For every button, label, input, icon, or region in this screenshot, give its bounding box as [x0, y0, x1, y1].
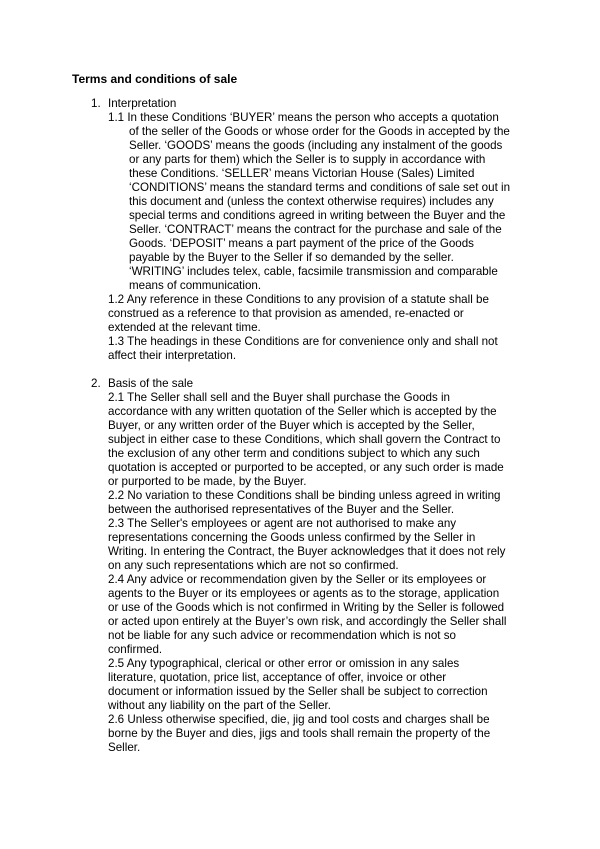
- paragraph-line: construed as a reference to that provision as amended, re-enacted or: [108, 307, 464, 320]
- paragraph-line: these Conditions. ‘SELLER’ means Victorian House (Sales) Limited: [129, 167, 475, 180]
- paragraph-line: or use of the Goods which is not confirmed in Writing by the Seller is followed: [108, 601, 505, 614]
- paragraph-line: confirmed.: [108, 643, 163, 656]
- paragraph-line: document or information issued by the Seller shall be subject to correction: [108, 685, 488, 698]
- paragraph-line: Goods. ‘DEPOSIT’ means a part payment of the price of the Goods: [129, 237, 474, 250]
- paragraph-line: Seller.: [108, 741, 141, 754]
- paragraph-line: extended at the relevant time.: [108, 321, 261, 334]
- paragraph-line: on any such representations which are not so confirmed.: [108, 559, 399, 572]
- paragraph-line: 2.1 The Seller shall sell and the Buyer shall purchase the Goods in: [108, 391, 451, 404]
- paragraph-line: or any parts for them) which the Seller is to supply in accordance with: [129, 153, 486, 166]
- paragraph-line: 2.4 Any advice or recommendation given by the Seller or its employees or: [108, 573, 487, 586]
- paragraph-line: payable by the Buyer to the Seller if so demanded by the seller.: [129, 251, 454, 264]
- paragraph-line: affect their interpretation.: [108, 349, 237, 362]
- paragraph-line: without any liability on the part of the Seller.: [108, 699, 331, 712]
- paragraph-line: or purported to be made, by the Buyer.: [108, 475, 307, 488]
- section-title: Interpretation: [108, 97, 177, 110]
- paragraph-line: Buyer, or any written order of the Buyer which is accepted by the Seller,: [108, 419, 475, 432]
- paragraph-line: representations concerning the Goods unless confirmed by the Seller in: [108, 531, 476, 544]
- paragraph-line: of the seller of the Goods or whose order for the Goods in accepted by the: [129, 125, 510, 138]
- paragraph-line: ‘WRITING’ includes telex, cable, facsimile transmission and comparable: [129, 265, 498, 278]
- paragraph-line: Writing. In entering the Contract, the Buyer acknowledges that it does not rely: [108, 545, 506, 558]
- document-title: Terms and conditions of sale: [72, 72, 238, 86]
- paragraph-line: subject in either case to these Conditions, which shall govern the Contract to: [108, 433, 501, 446]
- section-number: 2.: [91, 377, 101, 390]
- paragraph-line: not be liable for any such advice or recommendation which is not so: [108, 629, 456, 642]
- paragraph-line: Seller. ‘GOODS’ means the goods (including any instalment of the goods: [129, 139, 503, 152]
- paragraph-line: 1.1 In these Conditions ‘BUYER’ means the person who accepts a quotation: [108, 111, 499, 124]
- paragraph-line: 2.5 Any typographical, clerical or other error or omission in any sales: [108, 657, 460, 670]
- paragraph-line: ‘CONDITIONS’ means the standard terms and conditions of sale set out in: [129, 181, 511, 194]
- paragraph-line: or acted upon entirely at the Buyer’s own risk, and accordingly the Seller shall: [108, 615, 507, 628]
- paragraph-line: quotation is accepted or purported to be accepted, or any such order is made: [108, 461, 504, 474]
- paragraph-line: Seller. ‘CONTRACT’ means the contract for the purchase and sale of the: [129, 223, 502, 236]
- section-title: Basis of the sale: [108, 377, 194, 390]
- paragraph-line: the exclusion of any other term and conditions subject to which any such: [108, 447, 480, 460]
- paragraph-line: 1.3 The headings in these Conditions are for convenience only and shall not: [108, 335, 498, 348]
- paragraph-line: 2.3 The Seller's employees or agent are not authorised to make any: [108, 517, 457, 530]
- paragraph-line: 2.6 Unless otherwise specified, die, jig and tool costs and charges shall be: [108, 713, 490, 726]
- paragraph-line: this document and (unless the context otherwise requires) includes any: [129, 195, 494, 208]
- paragraph-line: borne by the Buyer and dies, jigs and tools shall remain the property of the: [108, 727, 491, 740]
- paragraph-line: literature, quotation, price list, acceptance of offer, invoice or other: [108, 671, 447, 684]
- paragraph-line: 2.2 No variation to these Conditions shall be binding unless agreed in writing: [108, 489, 501, 502]
- paragraph-line: agents to the Buyer or its employees or agents as to the storage, application: [108, 587, 500, 600]
- paragraph-line: means of communication.: [129, 279, 262, 292]
- paragraph-line: between the authorised representatives of the Buyer and the Seller.: [108, 503, 455, 516]
- paragraph-line: accordance with any written quotation of the Seller which is accepted by the: [108, 405, 497, 418]
- paragraph-line: special terms and conditions agreed in writing between the Buyer and the: [129, 209, 506, 222]
- paragraph-line: 1.2 Any reference in these Conditions to any provision of a statute shall be: [108, 293, 489, 306]
- section-number: 1.: [91, 97, 101, 110]
